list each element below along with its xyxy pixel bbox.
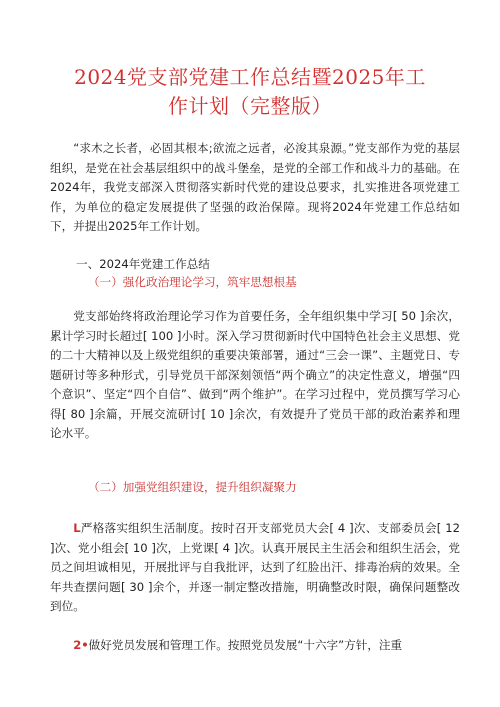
intro-paragraph [50,139,460,237]
intro-text: “求木之长者，必固其根本;欲流之远者，必浚其泉源。”党支部作为党的基层组织，是党在社会基层组织中的战斗堡垒，是党的全部工作和战斗力的基础。在2024年，我党支部深入贯彻落实新时代党的建设总要求，扎实推进各项党建工作，为单位的稳定发展提供了坚强的政治保障。现将2024年党建工作总结如下，并提出2025年工作计划。 [50,141,460,233]
paragraph-1 [50,307,460,444]
doc-title-line2: 作计划（完整版） [168,94,332,118]
list-item-2-text [50,636,460,656]
section-heading-1: 一、2024年党建工作总结 [76,257,210,271]
paragraph-1-text: 党支部始终将政治理论学习作为首要任务，全年组织集中学习[ 50 ]余次，累计学习时长超过[ 100 ]小时。深入学习贯彻新时代中国特色社会主义思想、党的二十大精神以及上级党组织的重要决策部署，通过“三会一课”、主题党日、专题研讨等多种形式，引导党员干部深刻领悟“两个确立”的决定性意义，增强“四个意识”、坚定“四个自信”、做到“两个维护”。在学习过程中，党员撰写学习心得[ 80 ]余篇，开展交流研讨[ 10 ]余次，有效提升了党员干部的政治素养和理论水平。 [50,309,460,440]
list-item-1-text [50,519,464,617]
doc-title-line1: 2024党支部党建工作总结暨2025年工 [74,65,426,89]
list-item-2 [50,636,460,656]
list-item-1-body: 严格落实组织生活制度。按时召开支部党员大会[ 4 ]次、支部委员会[ 12 ]次、党小组会[ 10 ]次，上党课[ 4 ]次。认真开展民主生活会和组织生活会，党员之间坦诚相见，开展批评与自我批评，达到了红脸出汗、排毒治病的效果。全年共查摆问题[ 30 ]余个，并逐一制定整改措施，明确整改时限，确保问题整改到位。 [50,521,464,613]
list-item-2-body: 做好党员发展和管理工作。按照党员发展“十六字”方针，注重 [88,638,403,652]
subsection-heading-2: （二）加强党组织建设，提升组织凝聚力 [88,480,297,494]
list-item-1-number: L [73,521,81,535]
subsection-heading-1: （一）强化政治理论学习，筑牢思想根基 [88,275,297,289]
list-item-2-number: 2• [73,638,89,652]
list-item-1 [50,519,464,617]
